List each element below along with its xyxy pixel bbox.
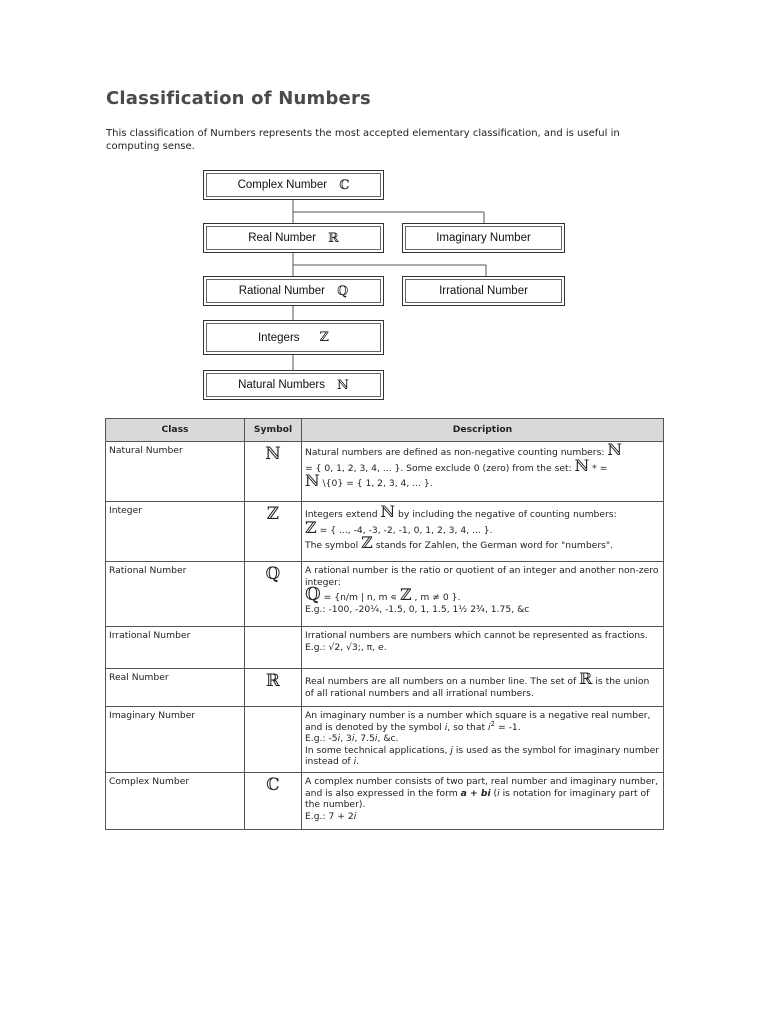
symbol-cell [245,707,302,773]
description-cell: A rational number is the ratio or quotient of an integer and another non-zero integer: ℚ = {n/m | n, m ∊ ℤ , m ≠ 0 }. E.g.: -100, -20¼, -1.5, 0, 1, 1.5, 1½ 2¾, 1.75, &c [302,562,664,627]
rational-number-node-label: Rational Number [238,285,325,297]
natural-numbers-node-label: Natural Numbers [238,379,326,391]
class-cell: Integer [106,502,245,562]
description-cell: An imaginary number is a number which square is a negative real number, and is denoted by the symbol i, so that $i^2 = -1$. E.g.: -5i, 3i, 7.5i, &c. In some technical applications, j is used as the symbol for imaginary number instead of i. [302,707,664,773]
table-row [106,502,664,562]
intro-paragraph: This classification of Numbers represents the most accepted elementary classification, and is useful in computing sense. [106,128,620,152]
rational-number-node [203,276,384,306]
header-description: Description [302,419,664,442]
integers-node [203,320,384,355]
real-number-node-label: Real Number [248,232,316,244]
description-cell: Irrational numbers are numbers which cannot be represented as fractions. E.g.: √2, √3;, π, e. [302,627,664,669]
natural-symbol-icon: ℕ [265,444,281,464]
natural-symbol-icon: ℕ [305,471,320,490]
page-title: Classification of Numbers [106,88,371,109]
class-cell: Complex Number [106,773,245,830]
irrational-number-node [402,276,565,306]
table-header-row [106,419,664,442]
symbol-cell [245,562,302,627]
symbol-cell [245,773,302,830]
description-cell: Integers extend ℕ by including the negative of counting numbers: ℤ = { ..., -4, -3, -2, -1, 0, 1, 2, 3, 4, ... }. The symbol ℤ stands for Zahlen, the German word for "numbers". [302,502,664,562]
integers-symbol-icon: ℤ [319,330,330,345]
symbol-cell [245,442,302,502]
real-symbol-icon: ℝ [265,671,281,691]
classification-diagram-connectors [0,0,768,410]
imaginary-number-node-label: Imaginary Number [436,232,531,244]
integer-symbol-icon: ℤ [266,504,280,524]
imaginary-number-node [402,223,565,253]
integer-symbol-icon: ℤ [305,517,317,537]
integer-symbol-icon: ℤ [399,585,412,604]
rational-symbol-icon: ℚ [305,584,321,605]
table-row [106,442,664,502]
symbol-cell [245,627,302,669]
class-cell: Imaginary Number [106,707,245,773]
rational-symbol-icon: ℚ [336,283,349,299]
complex-symbol-icon: ℂ [339,177,350,193]
natural-symbol-icon: ℕ [574,455,590,475]
table-row [106,562,664,627]
class-cell: Irrational Number [106,627,245,669]
natural-symbol-icon: ℕ [607,440,623,459]
natural-symbol-icon: ℕ [380,502,396,521]
table-row [106,707,664,773]
table-row [106,669,664,707]
table-row [106,627,664,669]
real-symbol-icon: ℝ [327,230,339,246]
symbol-cell [245,502,302,562]
complex-number-node-label: Complex Number [237,179,328,191]
header-symbol: Symbol [245,419,302,442]
rational-symbol-icon: ℚ [265,564,281,584]
description-cell: Real numbers are all numbers on a number line. The set of ℝ is the union of all rational numbers and all irrational numbers. [302,669,664,707]
real-symbol-icon: ℝ [579,669,593,688]
class-cell: Rational Number [106,562,245,627]
real-number-node [203,223,384,253]
complex-number-node [203,170,384,200]
natural-numbers-node [203,370,384,400]
header-class: Class [106,419,245,442]
description-cell: A complex number consists of two part, real number and imaginary number, and is also expressed in the form a + bi (i is notation for imaginary part of the number). E.g.: 7 + 2i [302,773,664,830]
complex-symbol-icon: ℂ [266,775,280,795]
natural-symbol-icon: ℕ [337,377,349,393]
integer-symbol-icon: ℤ [361,533,373,552]
class-cell: Real Number [106,669,245,707]
table-row [106,773,664,830]
description-cell: Natural numbers are defined as non-negative counting numbers: ℕ = { 0, 1, 2, 3, 4, ... }. Some exclude 0 (zero) from the set: ℕ * = ℕ \{0} = { 1, 2, 3, 4, ... }. [302,442,664,502]
class-cell: Natural Number [106,442,245,502]
symbol-cell [245,669,302,707]
classification-table [105,418,664,830]
irrational-number-node-label: Irrational Number [439,285,528,297]
integers-node-label: Integers [257,331,300,344]
